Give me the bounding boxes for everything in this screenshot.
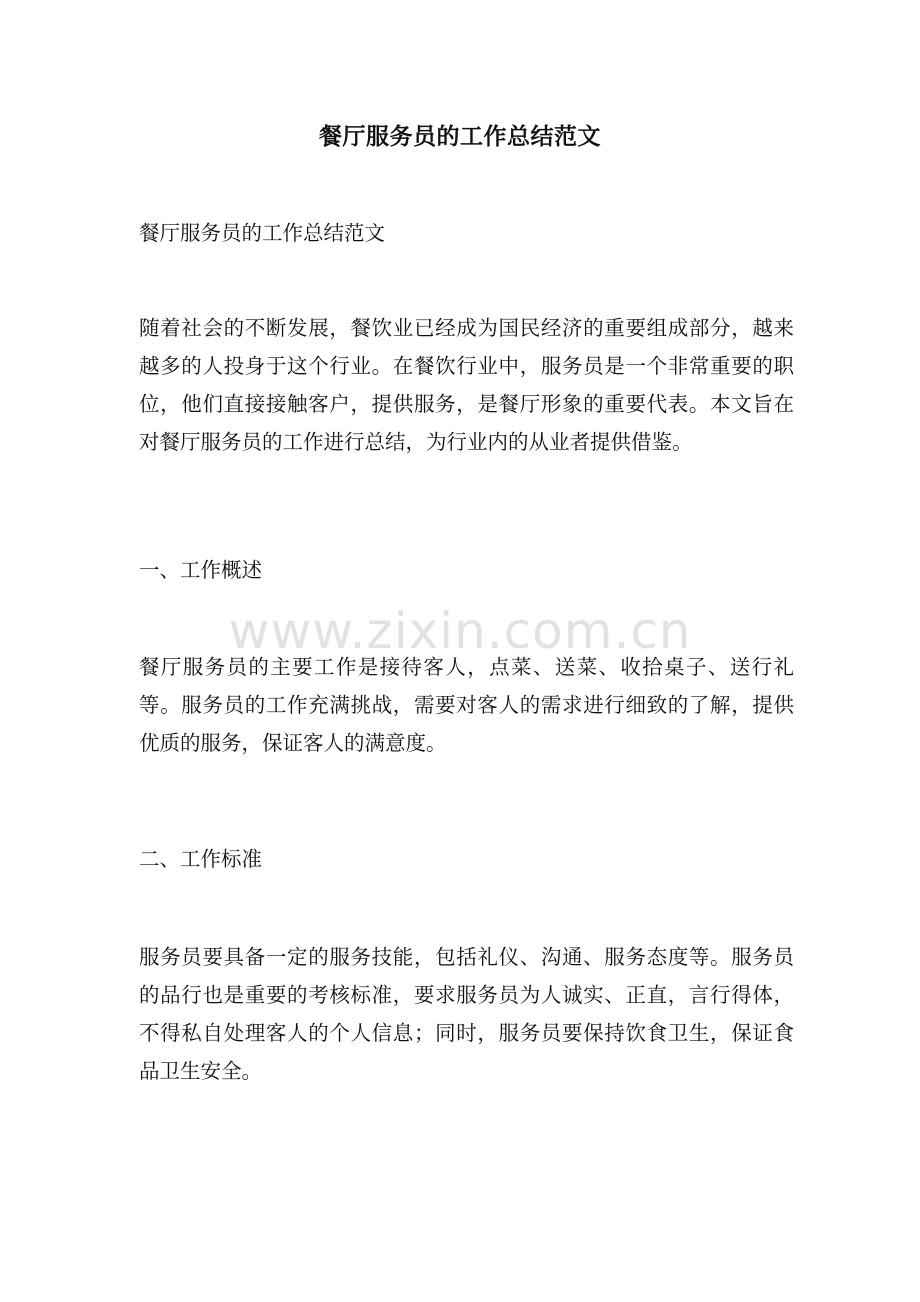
intro-paragraph: 随着社会的不断发展，餐饮业已经成为国民经济的重要组成部分，越来越多的人投身于这个行业。在餐饮行业中，服务员是一个非常重要的职位，他们直接接触客户，提供服务，是餐厅形象的重要代表。本文旨在对餐厅服务员的工作进行总结，为行业内的从业者提供借鉴。 bbox=[139, 316, 794, 454]
watermark: www.zixin.com.cn bbox=[228, 602, 692, 660]
overview-paragraph: 餐厅服务员的主要工作是接待客人，点菜、送菜、收拾桌子、送行礼等。服务员的工作充满挑战，需要对客人的需求进行细致的了解，提供优质的服务，保证客人的满意度。 bbox=[139, 655, 794, 755]
standards-paragraph: 服务员要具备一定的服务技能，包括礼仪、沟通、服务态度等。服务员的品行也是重要的考核标准，要求服务员为人诚实、正直，言行得体，不得私自处理客人的个人信息；同时，服务员要保持饮食卫生，保证食品卫生安全。 bbox=[139, 945, 794, 1083]
document-title: 餐厅服务员的工作总结范文 bbox=[319, 123, 601, 150]
section-heading-overview: 一、工作概述 bbox=[139, 558, 262, 582]
document-subtitle: 餐厅服务员的工作总结范文 bbox=[139, 221, 385, 245]
section-heading-standards: 二、工作标准 bbox=[139, 847, 262, 871]
